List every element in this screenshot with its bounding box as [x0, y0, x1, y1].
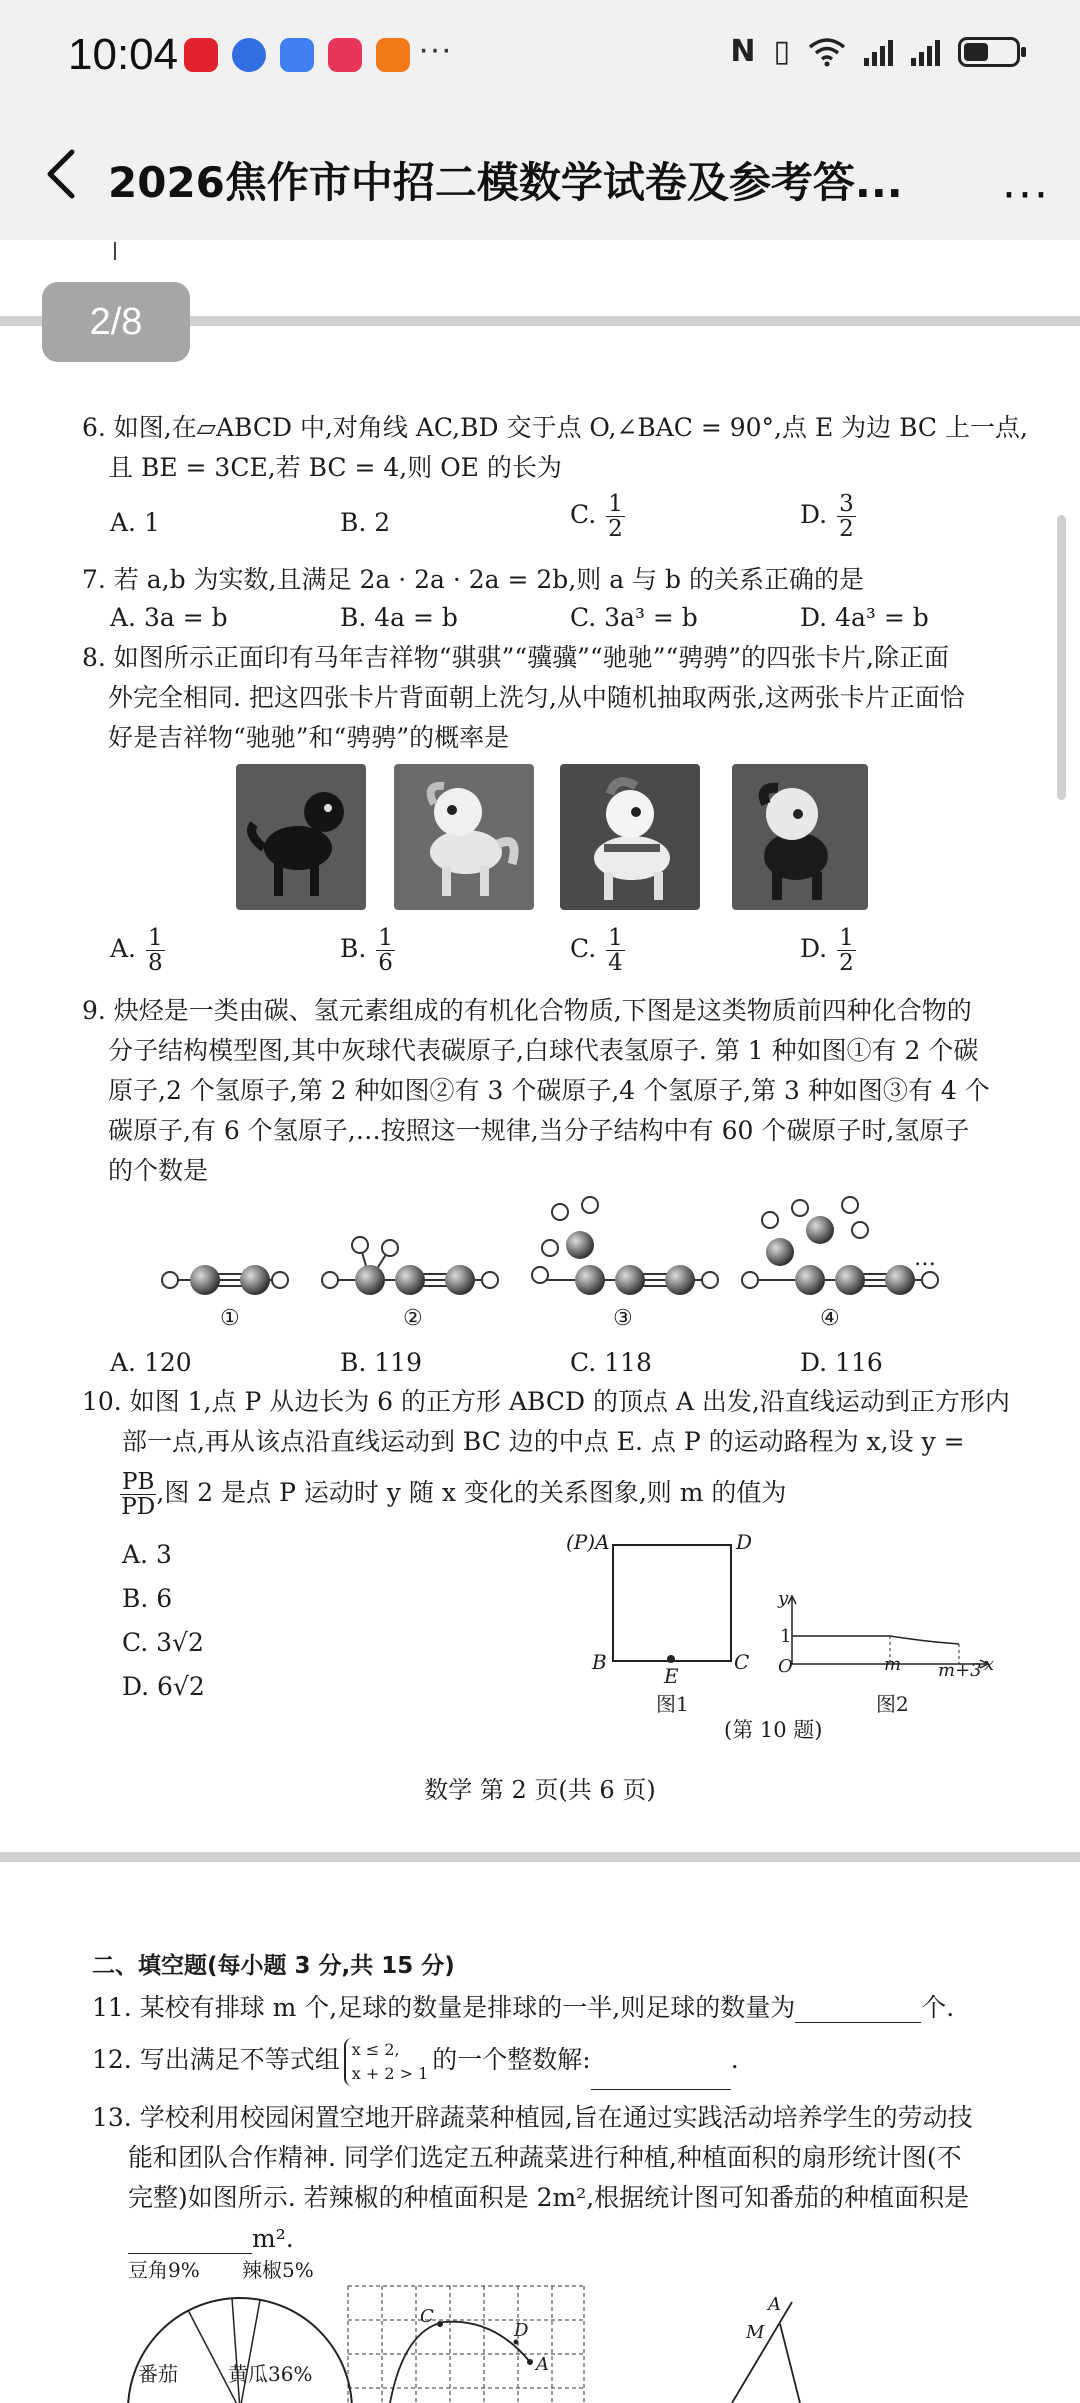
signal-2-icon: [911, 38, 940, 66]
q10-figure-caption: (第 10 题): [724, 1718, 823, 1742]
q13-pie-label-doujiao: 豆角9%: [128, 2258, 200, 2282]
q14-grid-label-c: C: [420, 2306, 434, 2327]
q8-line-1: 8. 如图所示正面印有马年吉祥物“骐骐”“骥骥”“驰驰”“骋骋”的四张卡片,除正面: [82, 643, 949, 672]
q12-period: .: [730, 2045, 739, 2074]
q11-answer-blank: [795, 1992, 921, 2023]
q8-b-denominator: 6: [378, 950, 393, 976]
molecule-1: [162, 1265, 288, 1295]
q10-fraction-denominator: PD: [121, 1494, 156, 1520]
q9-line-3: 原子,2 个氢原子,第 2 种如图②有 3 个碳原子,4 个氢原子,第 3 种如图③有 4 个: [108, 1076, 990, 1105]
q8-option-b-label: B.: [340, 934, 367, 963]
q10-fig2-one: 1: [780, 1626, 792, 1647]
q8-option-c: [570, 926, 625, 975]
wifi-icon: [808, 37, 846, 67]
document-title: 2026焦作市中招二模数学试卷及参考答...: [108, 158, 903, 207]
more-notifications-icon: ···: [418, 30, 452, 68]
q6-line-2: 且 BE = 3CE,若 BC = 4,则 OE 的长为: [108, 453, 562, 482]
q6-d-numerator: 3: [839, 491, 854, 517]
q8-b-numerator: 1: [378, 925, 393, 951]
q10-option-c: C. 3√2: [122, 1628, 204, 1657]
q10-fig2-x: x: [984, 1654, 995, 1675]
q10-fig1-e: E: [664, 1664, 679, 1688]
q10-fraction: [120, 1470, 156, 1519]
more-options-icon[interactable]: ···: [1002, 170, 1050, 221]
q14-grid-figure: [344, 2282, 588, 2403]
page-edge-mark: [114, 242, 116, 260]
title-bar: [0, 110, 1080, 240]
q7-option-a: A. 3a = b: [110, 603, 228, 632]
q8-d-numerator: 1: [839, 925, 854, 951]
q12-question-end: 的一个整数解:: [432, 2045, 591, 2074]
q8-option-a: [110, 926, 165, 975]
q10-fig1-c: C: [734, 1650, 750, 1674]
q9-line-2: 分子结构模型图,其中灰球代表碳原子,白球代表氢原子. 第 1 种如图①有 2 个碳: [108, 1036, 979, 1065]
q6-option-c: [570, 492, 625, 541]
q9-option-d: D. 116: [800, 1348, 883, 1377]
q9-option-a: A. 120: [110, 1348, 192, 1377]
q11-unit: 个.: [921, 1993, 955, 2022]
q7-option-b: B. 4a = b: [340, 603, 458, 632]
q6-d-denominator: 2: [839, 516, 854, 542]
q10-line-3-text: ,图 2 是点 P 运动时 y 随 x 变化的关系图象,则 m 的值为: [156, 1478, 787, 1507]
shopping-app-icon: [328, 38, 362, 72]
q13-line-3: 完整)如图所示. 若辣椒的种植面积是 2m²,根据统计图可知番茄的种植面积是: [128, 2183, 970, 2212]
q6-option-c-fraction: [606, 492, 625, 541]
q12-inequality-2: x + 2 > 1: [351, 2063, 429, 2083]
mascot-card-jiji: [394, 764, 534, 910]
q10-fig1-label-pa: [566, 1530, 610, 1554]
q10-fraction-numerator: PB: [122, 1469, 155, 1495]
q9-option-c: C. 118: [570, 1348, 652, 1377]
deals-app-icon: [376, 38, 410, 72]
q6-c-numerator: 1: [608, 491, 623, 517]
q8-a-denominator: 8: [147, 950, 163, 976]
q6-option-c-label: C.: [570, 500, 597, 529]
q9-line-1: 9. 炔烃是一类由碳、氢元素组成的有机化合物质,下图是这类物质前四种化合物的: [82, 996, 972, 1025]
page-indicator-badge: 2/8: [42, 282, 190, 362]
q10-fig1-a: A: [595, 1530, 610, 1554]
status-bar: [0, 0, 1080, 110]
q13-line-2: 能和团队合作精神. 同学们选定五种蔬菜进行种植,种植面积的扇形统计图(不: [128, 2143, 962, 2172]
q8-option-d-label: D.: [800, 934, 828, 963]
q12-answer-blank: [591, 2059, 731, 2090]
q10-fig1-b: B: [592, 1650, 607, 1674]
q8-c-numerator: 1: [608, 925, 623, 951]
q7-line-1: 7. 若 a,b 为实数,且满足 2a · 2a · 2a = 2b,则 a 与 b 的关系正确的是: [82, 565, 864, 594]
back-arrow-icon[interactable]: [36, 144, 90, 204]
q10-fig2-y: y: [778, 1588, 789, 1609]
q10-fig1-d: D: [736, 1530, 753, 1554]
q9-label-1: ①: [220, 1306, 240, 1331]
q8-option-a-label: A.: [110, 934, 137, 963]
heart-app-icon: [184, 38, 218, 72]
q9-line-5: 的个数是: [108, 1156, 209, 1185]
q6-option-d: [800, 492, 856, 541]
molecule-3: [532, 1197, 718, 1295]
browser-app-icon: [280, 38, 314, 72]
q9-label-4: ④: [820, 1306, 840, 1331]
status-icons: [730, 34, 1020, 69]
q15-label-a: A: [768, 2294, 781, 2315]
q8-option-c-fraction: [606, 926, 625, 975]
q13-pie-label-huanggua: 黄瓜36%: [228, 2362, 313, 2386]
q10-line-3: [118, 1470, 786, 1519]
q12-inequality-system: [344, 2038, 429, 2086]
mascot-card-chengcheng: [732, 764, 868, 910]
q13-unit: m².: [252, 2224, 294, 2253]
q12-inequality-1: x ≤ 2,: [351, 2039, 400, 2059]
q8-option-d-fraction: [837, 926, 856, 975]
q6-option-b: B. 2: [340, 508, 391, 537]
q8-line-3: 好是吉祥物“驰驰”和“骋骋”的概率是: [108, 723, 510, 752]
q13-answer-blank: [128, 2223, 252, 2254]
q8-option-a-fraction: [146, 926, 165, 975]
q8-option-b: [340, 926, 395, 975]
q14-grid-label-a: A: [536, 2354, 549, 2375]
q7-option-c: C. 3a³ = b: [570, 603, 698, 632]
q10-option-a: A. 3: [122, 1540, 172, 1569]
q11-question: 11. 某校有排球 m 个,足球的数量是排球的一半,则足球的数量为: [92, 1993, 796, 2022]
molecule-4: [742, 1197, 938, 1295]
q12-question-start: 12. 写出满足不等式组: [92, 2045, 340, 2074]
signal-1-icon: [864, 38, 893, 66]
scrollbar-thumb[interactable]: [1057, 515, 1066, 800]
mascot-card-qiqi: [236, 764, 366, 910]
q7-option-d: D. 4a³ = b: [800, 603, 929, 632]
q6-option-a: A. 1: [110, 508, 160, 537]
battery-icon: [958, 37, 1020, 67]
q10-square-abcd: [612, 1544, 732, 1662]
page-footer: 数学 第 2 页(共 6 页): [424, 1776, 656, 1804]
q14-grid-label-d: D: [514, 2320, 529, 2341]
q8-option-c-label: C.: [570, 934, 597, 963]
q9-option-b: B. 119: [340, 1348, 422, 1377]
section-fill-blank-heading: 二、填空题(每小题 3 分,共 15 分): [92, 1953, 455, 1979]
q6-c-denominator: 2: [608, 516, 623, 542]
compass-app-icon: [232, 38, 266, 72]
status-time: 10:04: [68, 30, 179, 79]
q6-option-d-label: D.: [800, 500, 828, 529]
q10-line-2: 部一点,再从该点沿直线运动到 BC 边的中点 E. 点 P 的运动路程为 x,设 y =: [122, 1427, 965, 1456]
q9-label-2: ②: [403, 1306, 423, 1331]
q10-fig2-m: m: [884, 1654, 902, 1675]
q9-molecule-ellipsis: …: [914, 1246, 936, 1271]
vibrate-icon: ▯: [773, 34, 790, 69]
q8-a-numerator: 1: [147, 925, 163, 951]
q10-line-1: 10. 如图 1,点 P 从边长为 6 的正方形 ABCD 的顶点 A 出发,沿直线运动到正方形内: [82, 1387, 1010, 1416]
q6-option-d-fraction: [837, 492, 856, 541]
q10-fig1-p: (P): [566, 1530, 596, 1554]
q13-pie-label-fanqie: 番茄: [138, 2362, 178, 2386]
q8-d-denominator: 2: [839, 950, 854, 976]
q10-fig1-caption: 图1: [656, 1692, 689, 1716]
q9-line-4: 碳原子,有 6 个氢原子,…按照这一规律,当分子结构中有 60 个碳原子时,氢原子: [108, 1116, 970, 1145]
q10-option-b: B. 6: [122, 1584, 173, 1613]
q10-fig2-caption: 图2: [876, 1692, 909, 1716]
q8-option-d: [800, 926, 856, 975]
q10-option-d: D. 6√2: [122, 1672, 205, 1701]
q13-line-1: 13. 学校利用校园闲置空地开辟蔬菜种植园,旨在通过实践活动培养学生的劳动技: [92, 2103, 973, 2132]
nfc-icon: N: [730, 34, 756, 69]
q8-option-b-fraction: [376, 926, 395, 975]
q10-fig2-origin: O: [778, 1656, 793, 1677]
q15-label-m: M: [746, 2322, 765, 2343]
q13-pie-label-lajiao: 辣椒5%: [242, 2258, 314, 2282]
q8-line-2: 外完全相同. 把这四张卡片背面朝上洗匀,从中随机抽取两张,这两张卡片正面恰: [108, 683, 965, 712]
molecule-2: [322, 1237, 498, 1295]
q10-fig2-m-plus-3: m+3: [938, 1660, 982, 1681]
mascot-card-chichi: [560, 764, 700, 910]
q8-c-denominator: 4: [608, 950, 623, 976]
q9-label-3: ③: [613, 1306, 633, 1331]
page-separator-2: [0, 1852, 1080, 1862]
q6-line-1: 6. 如图,在▱ABCD 中,对角线 AC,BD 交于点 O,∠BAC = 90°,点 E 为边 BC 上一点,: [82, 413, 1028, 442]
q10-point-e: [667, 1655, 675, 1663]
q11-text: [92, 1992, 954, 2023]
q13-line-4: [128, 2223, 294, 2254]
q12-text: [92, 2030, 739, 2090]
